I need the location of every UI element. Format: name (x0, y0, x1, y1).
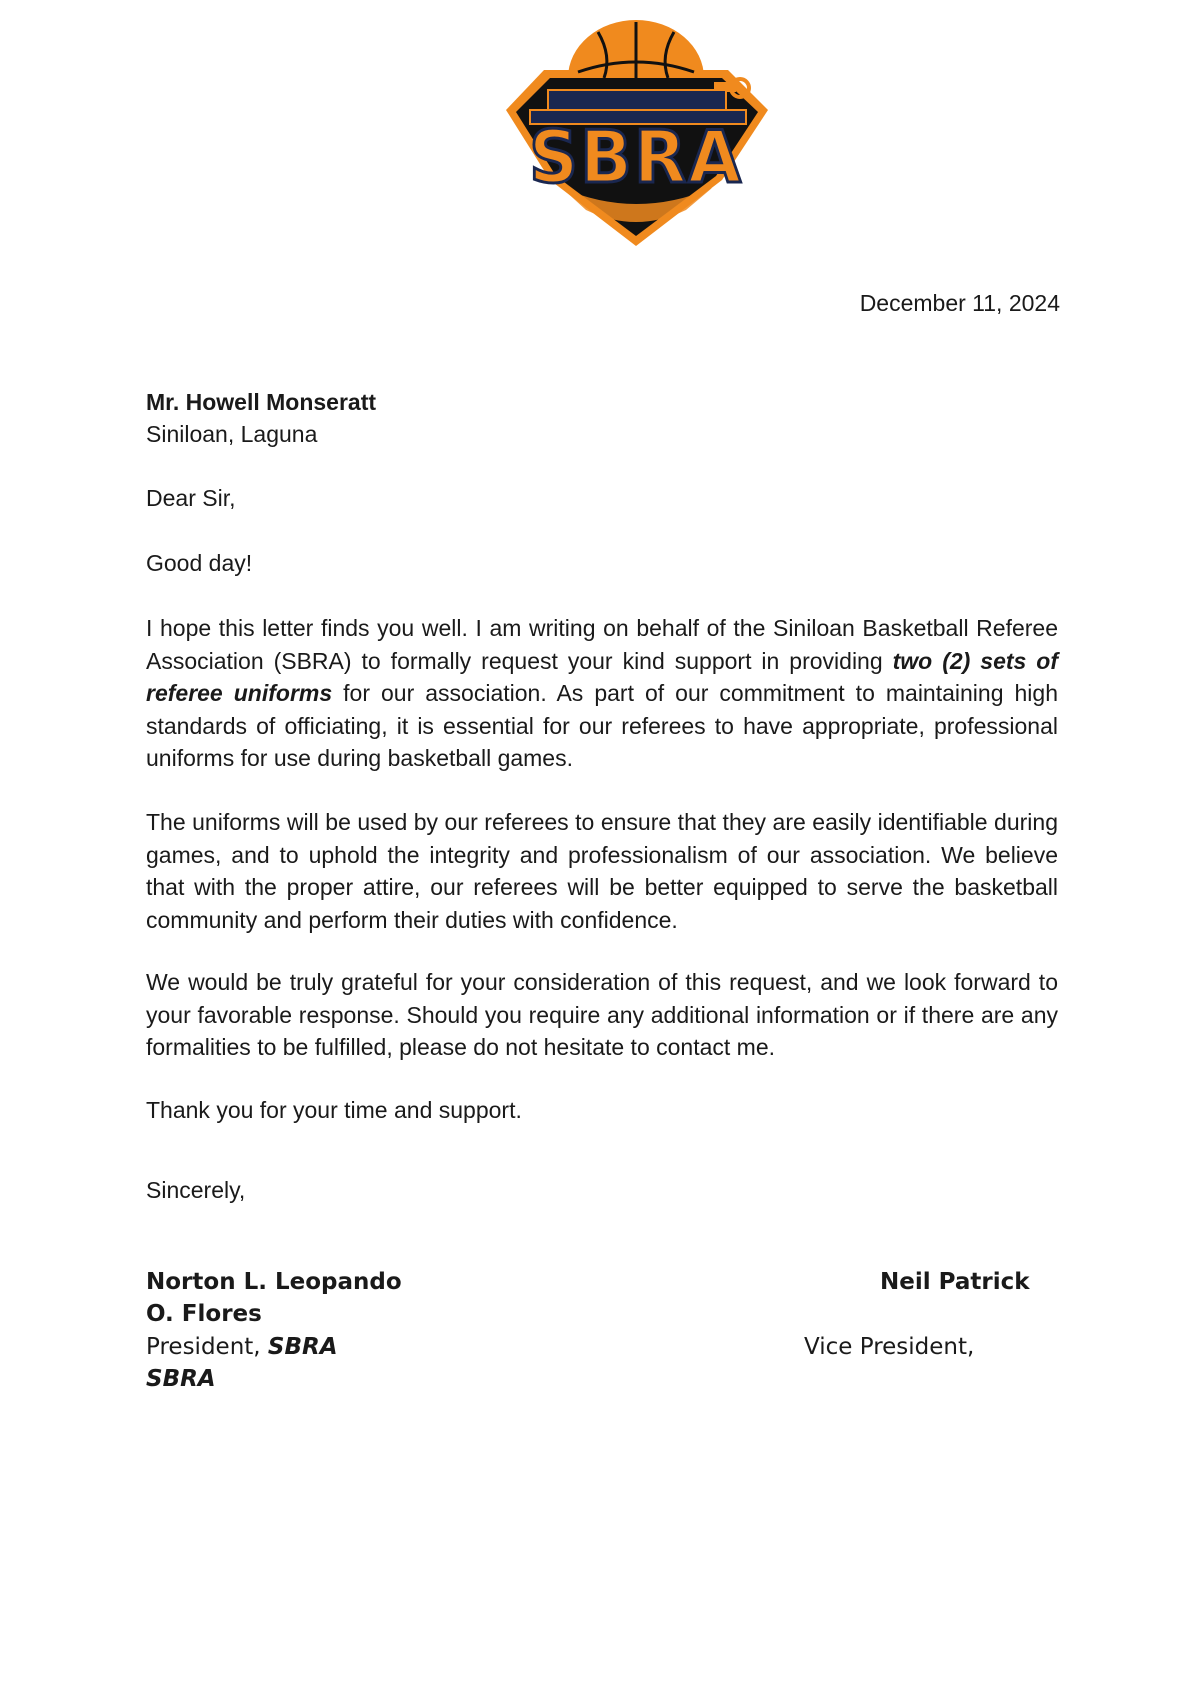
vp-name-continuation (146, 1298, 262, 1331)
vp-org-continuation (146, 1363, 216, 1396)
sbra-logo (486, 12, 786, 248)
vp-org: SBRA (146, 1366, 216, 1392)
vp-name-line2: O. Flores (146, 1301, 262, 1327)
paragraph-request-intro: I hope this letter finds you well. I am writing on behalf of the Siniloan Basketball Referee Association (SBRA) to formally request your kind support in providing (146, 615, 1058, 674)
recipient-name: Mr. Howell Monseratt (146, 389, 377, 415)
svg-text:SBRA: SBRA (529, 115, 743, 199)
paragraph-request-emphasis: two (2) sets of referee uniforms (146, 647, 1059, 706)
closing-line: Sincerely, (146, 1177, 246, 1203)
paragraph-request-rest: for our association. As part of our commitment to maintaining high standards of officiating, it is essential for our referees to have appropriate, professional uniforms for use during basketball games. (146, 680, 1058, 771)
paragraph-gratitude: We would be truly grateful for your consideration of this request, and we look forward to your favorable response. Should you require any additional information or if there are any formalities to be fulfilled, please do not hesitate to contact me. (146, 969, 1058, 1060)
thanks-line: Thank you for your time and support. (146, 1097, 522, 1123)
signatory-vice-president (880, 1266, 1030, 1299)
letter-date: December 11, 2024 (859, 290, 1060, 316)
signatory-president (146, 1266, 446, 1299)
paragraph-purpose: The uniforms will be used by our referees to ensure that they are easily identifiable during games, and to uphold the integrity and professionalism of our association. We believe that with the proper attire, our referees will be better equipped to serve the basketball community and perform their duties with confidence. (146, 809, 1058, 933)
greeting: Good day! (146, 550, 253, 576)
president-name: Norton L. Leopando (146, 1269, 402, 1295)
president-title (146, 1331, 338, 1364)
president-role: President, (146, 1334, 261, 1360)
salutation: Dear Sir, (146, 485, 236, 511)
recipient-address: Siniloan, Laguna (146, 421, 318, 447)
vp-role: Vice President, (804, 1334, 975, 1360)
president-org: SBRA (267, 1334, 338, 1360)
sbra-acronym-mark (529, 115, 743, 199)
vp-name-line1: Neil Patrick (880, 1269, 1030, 1295)
vp-title (804, 1331, 974, 1364)
paragraph-request (146, 612, 1058, 775)
